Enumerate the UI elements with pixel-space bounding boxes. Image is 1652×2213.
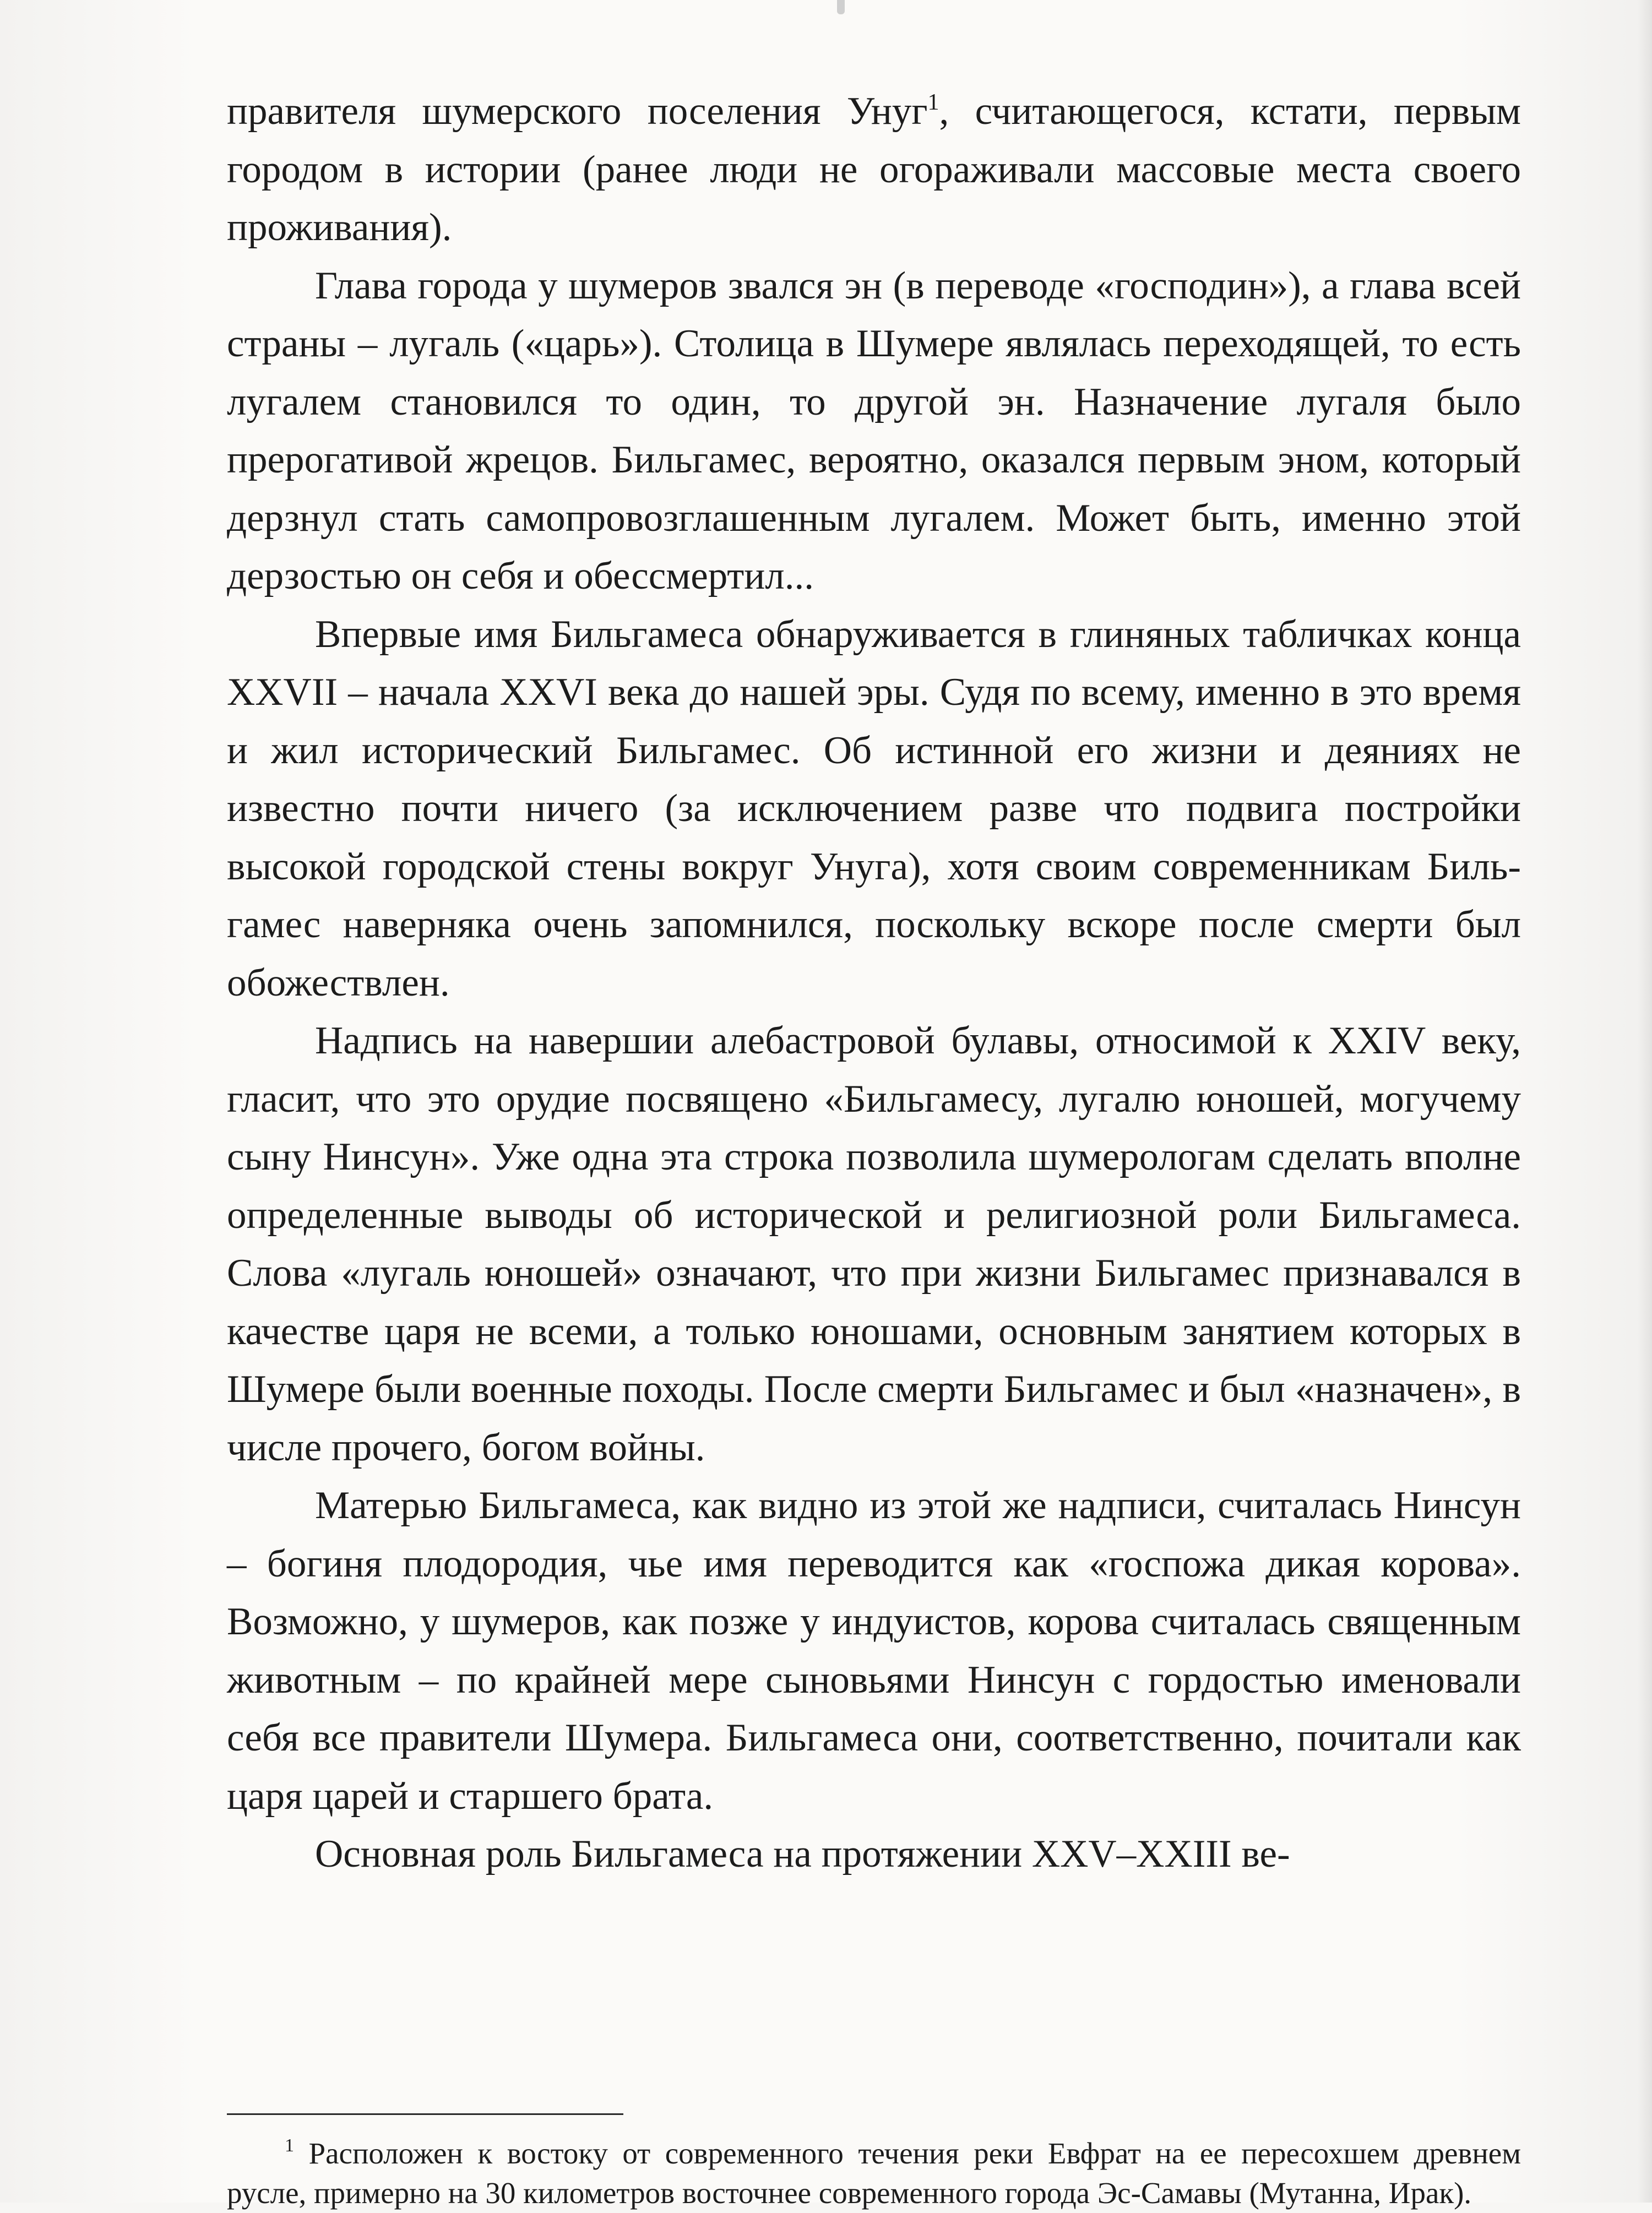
paragraph-1 bbox=[227, 83, 1521, 257]
paragraph-1-start: правителя шумерского поселения Унуг bbox=[227, 90, 928, 133]
page-edge-shadow bbox=[1638, 0, 1652, 2203]
paragraph-6: Основная роль Бильгамеса на протяжении XXV–XXIII ве- bbox=[315, 1833, 1290, 1875]
footnote bbox=[227, 2134, 1521, 2213]
footnote-text: Расположен к востоку от современного течения реки Евфрат на ее пересохшем древнем русле, примерно на 30 километров восточнее современного города Эс-Самавы (Мутанна, Ирак). bbox=[227, 2136, 1521, 2210]
paragraph-4: Надпись на навершии алебастровой булавы, относимой к XXIV веку, гласит, что это орудие посвящено «Бильгамесу, лугалю юношей, могучему сыну Нинсун». Уже одна эта строка позволила шумерологам сделать вполне определенные выводы об исторической и религиозной роли Бильгамеса. Слова «лугаль юношей» означают, что при жизни Бильгамес признавался в качестве царя не всеми, а только юношами, основным занятием которых в Шумере были военные походы. После смерти Бильгамес и был «назначен», в числе прочего, богом войны. bbox=[227, 1019, 1521, 1469]
footnote-marker: 1 bbox=[285, 2135, 294, 2156]
footnote-separator bbox=[227, 2113, 623, 2115]
paragraph-2: Глава города у шумеров звался эн (в переводе «господин»), а глава всей страны – лугаль («царь»). Столица в Шумере являлась переходящей, то есть лугалем становился то один, то другой эн. Назначение лугаля было прерогативой жрецов. Бильгамес, вероятно, оказался первым эном, который дерзнул стать самопровозглашенным лугалем. Может быть, именно этой дерзостью он себя и обессмертил... bbox=[227, 264, 1521, 597]
paragraph-3: Впервые имя Бильгамеса обнаруживается в глиняных табличках конца XXVII – начала XXVI века до нашей эры. Судя по всему, именно в это время и жил исторический Бильгамес. Об истинной его жизни и деяниях не известно почти ничего (за исключением разве что подвига постройки высокой городской стены вокруг Унуга), хотя своим современникам Бильгамес наверняка очень запомнился, поскольку вскоре после смерти был обожествлен. bbox=[227, 612, 1521, 1004]
main-text bbox=[227, 83, 1521, 1884]
paragraph-1-end: , считающегося, кстати, первым городом в истории (ранее люди не огораживали массовые места своего проживания). bbox=[227, 90, 1521, 249]
footnote-reference: 1 bbox=[927, 90, 939, 115]
paragraph-5: Матерью Бильгамеса, как видно из этой же надписи, считалась Нинсун – богиня плодородия, чье имя переводится как «госпожа дикая корова». Возможно, у шумеров, как позже у индуистов, корова считалась священным животным – по крайней мере сыновьями Нинсун с гордостью именовали себя все правители Шумера. Бильгамеса они, соответственно, почитали как царя царей и старшего брата. bbox=[227, 1484, 1521, 1818]
binding-mark bbox=[837, 0, 845, 14]
